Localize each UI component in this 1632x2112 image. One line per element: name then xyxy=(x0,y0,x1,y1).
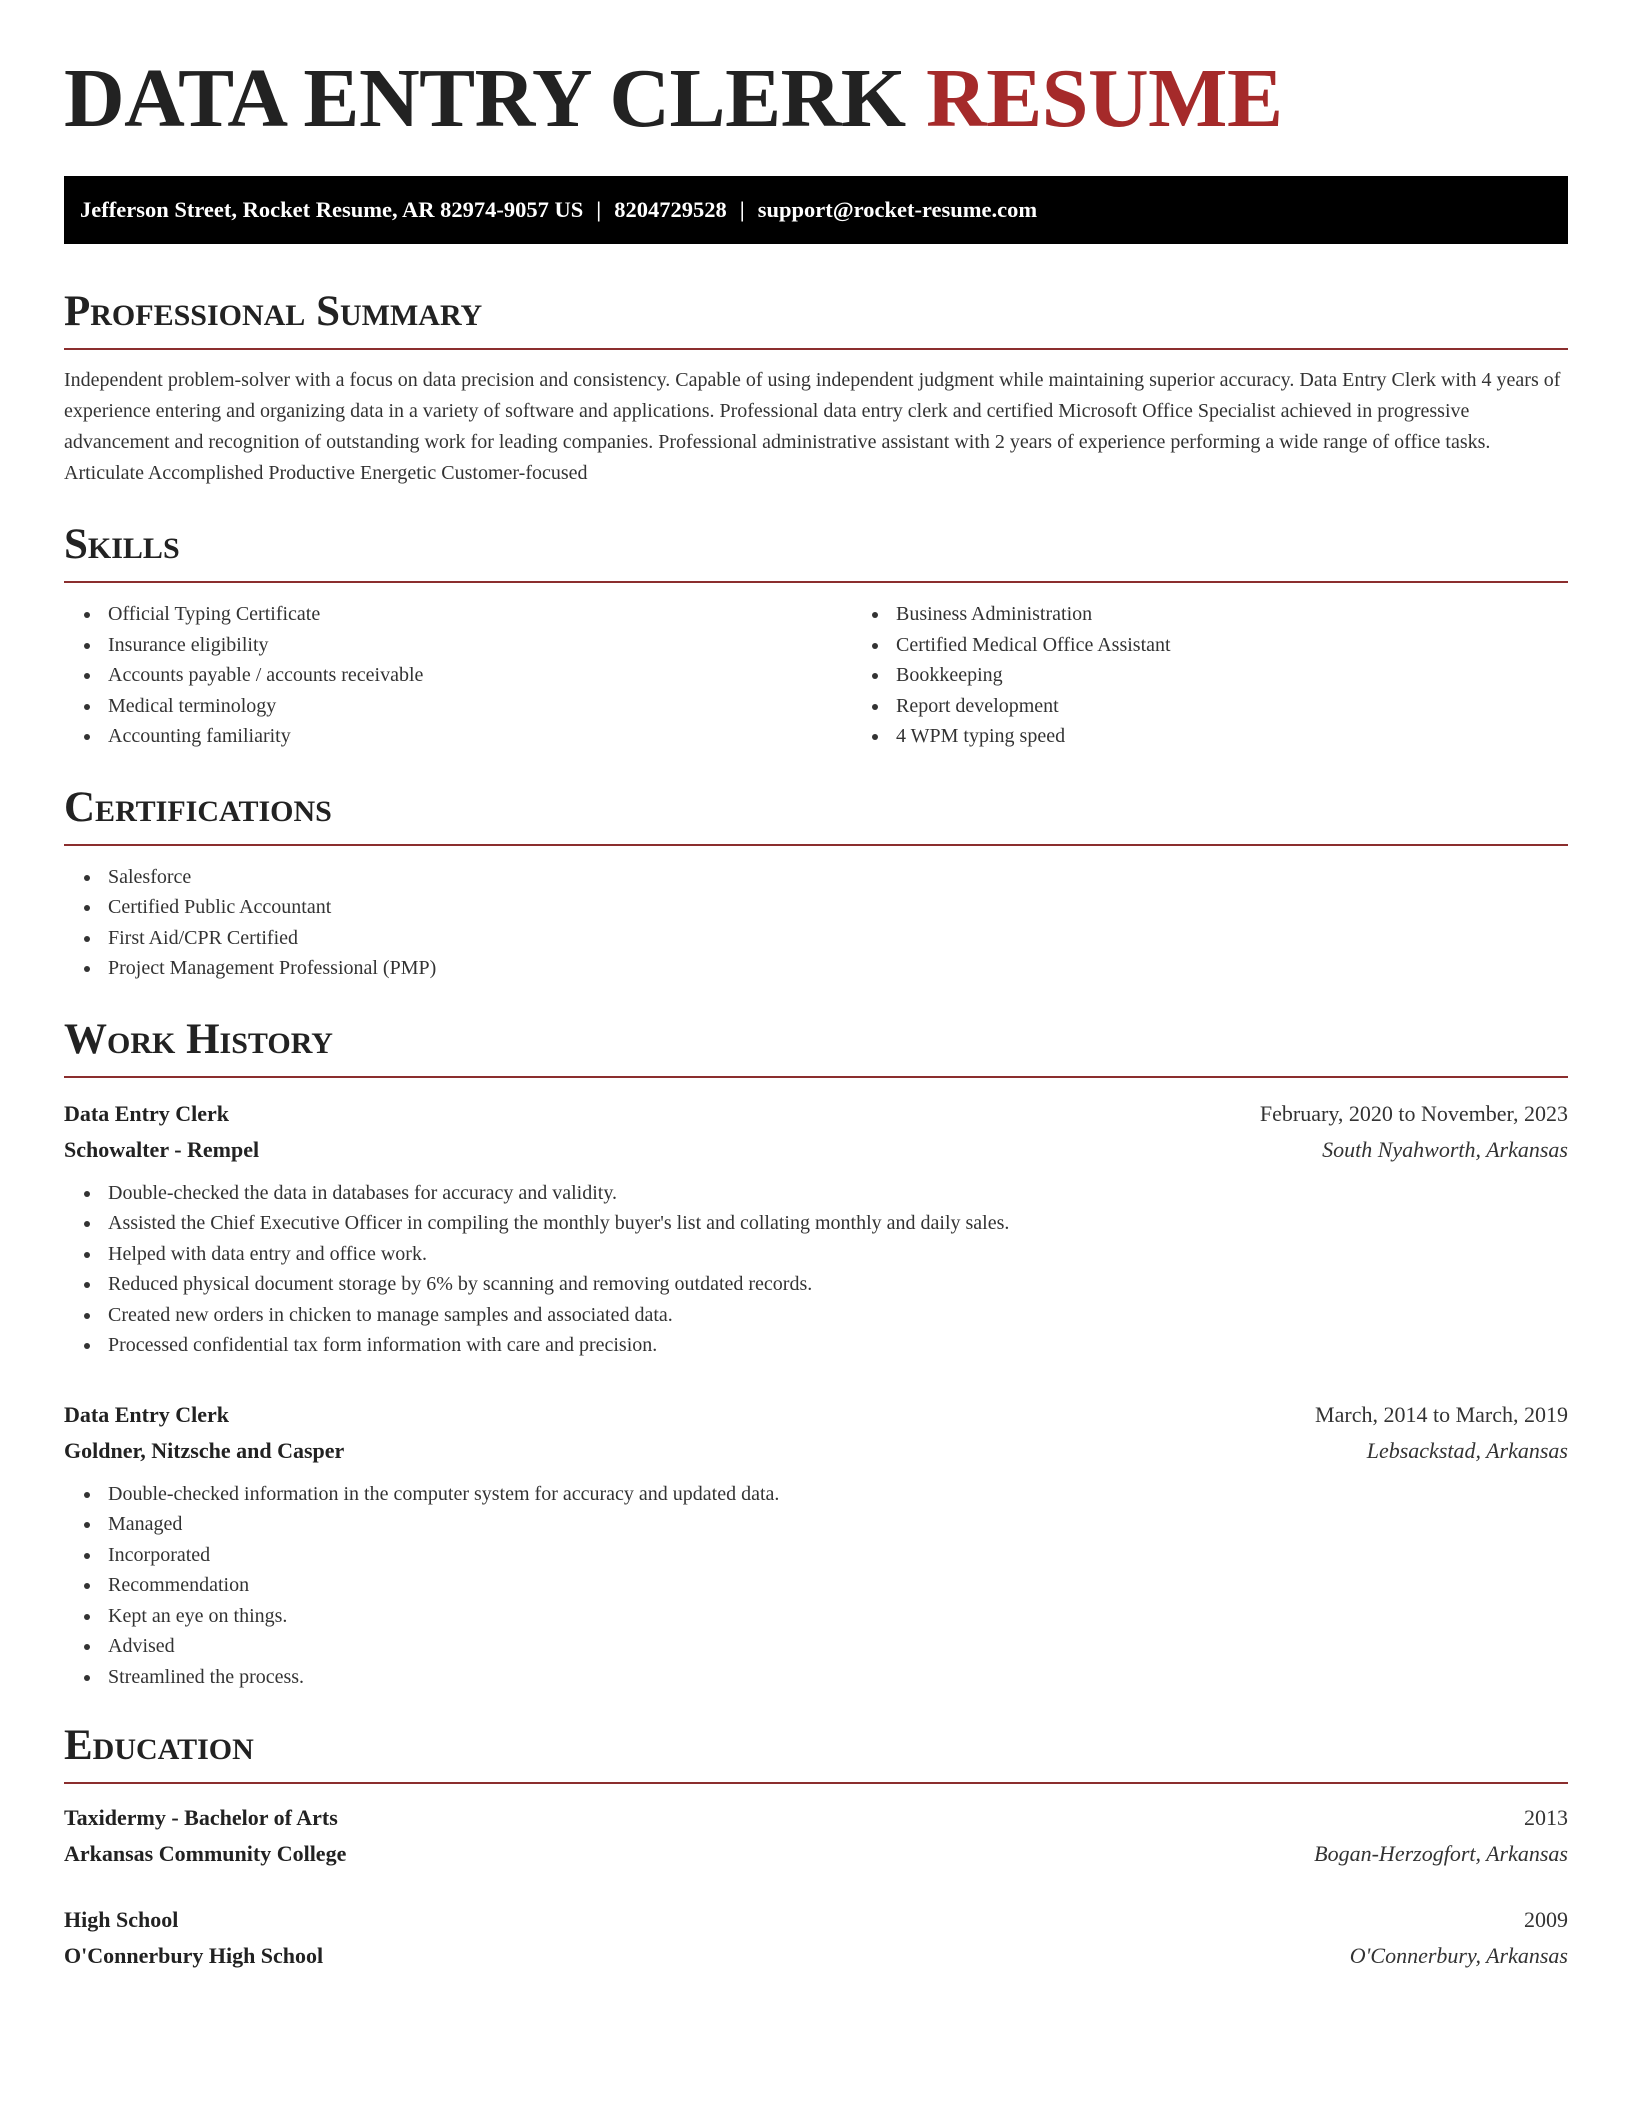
job-header-row xyxy=(64,1397,1568,1433)
job-entry xyxy=(64,1096,1568,1361)
job-location: Lebsackstad, Arkansas xyxy=(1366,1437,1568,1463)
education-entry xyxy=(64,1800,1568,1872)
job-bullet: Reduced physical document storage by 6% by scanning and removing outdated records. xyxy=(108,1269,1568,1300)
education-heading: Education xyxy=(64,1718,1568,1784)
contact-separator: | xyxy=(739,197,745,222)
education-degree-row xyxy=(64,1800,1568,1836)
contact-bar xyxy=(64,176,1568,244)
education-degree: Taxidermy - Bachelor of Arts xyxy=(64,1805,338,1830)
skill-item: Business Administration xyxy=(896,599,1632,630)
education-degree: High School xyxy=(64,1907,179,1932)
skill-item: Insurance eligibility xyxy=(108,630,860,661)
contact-email[interactable]: support@rocket-resume.com xyxy=(757,197,1038,222)
education-year: 2013 xyxy=(1524,1805,1568,1830)
skill-item: Accounts payable / accounts receivable xyxy=(108,660,860,691)
job-bullet: Streamlined the process. xyxy=(108,1662,1568,1693)
job-bullet: Double-checked information in the computer system for accuracy and updated data. xyxy=(108,1479,1568,1510)
job-bullet: Processed confidential tax form information with care and precision. xyxy=(108,1330,1568,1361)
skill-item: Accounting familiarity xyxy=(108,721,860,752)
contact-address: Jefferson Street, Rocket Resume, AR 82974-9057 US xyxy=(80,197,584,222)
education-school-row xyxy=(64,1938,1568,1974)
education-year: 2009 xyxy=(1524,1907,1568,1932)
job-company: Schowalter - Rempel xyxy=(64,1136,260,1162)
skill-item: Certified Medical Office Assistant xyxy=(896,630,1632,661)
title-main: DATA ENTRY CLERK xyxy=(64,52,906,145)
education-school: Arkansas Community College xyxy=(64,1841,347,1866)
job-bullet: Double-checked the data in databases for accuracy and validity. xyxy=(108,1178,1568,1209)
job-bullet: Managed xyxy=(108,1509,1568,1540)
job-title: Data Entry Clerk xyxy=(64,1100,229,1126)
job-company: Goldner, Nitzsche and Casper xyxy=(64,1437,345,1463)
job-bullet: Helped with data entry and office work. xyxy=(108,1239,1568,1270)
education-entry xyxy=(64,1902,1568,1974)
skill-item: Report development xyxy=(896,691,1632,722)
job-dates: February, 2020 to November, 2023 xyxy=(1259,1100,1568,1126)
job-bullet: Recommendation xyxy=(108,1570,1568,1601)
education-location: O'Connerbury, Arkansas xyxy=(1349,1943,1568,1968)
job-company-row xyxy=(64,1132,1568,1168)
education-school: O'Connerbury High School xyxy=(64,1943,324,1968)
job-header-row xyxy=(64,1096,1568,1132)
contact-phone[interactable]: 8204729528 xyxy=(614,197,727,222)
skill-item: Bookkeeping xyxy=(896,660,1632,691)
education-location: Bogan-Herzogfort, Arkansas xyxy=(1314,1841,1568,1866)
job-entry xyxy=(64,1397,1568,1693)
title-accent: RESUME xyxy=(926,52,1283,145)
contact-separator: | xyxy=(596,197,602,222)
job-bullet: Created new orders in chicken to manage samples and associated data. xyxy=(108,1300,1568,1331)
certification-item: Salesforce xyxy=(108,862,1568,893)
certifications-heading: Certifications xyxy=(64,780,1568,846)
certification-item: First Aid/CPR Certified xyxy=(108,923,1568,954)
skills-heading: Skills xyxy=(64,517,1568,583)
education-school-row xyxy=(64,1836,1568,1872)
skills-list-left xyxy=(64,599,860,752)
page-title xyxy=(64,0,1568,145)
certification-item: Project Management Professional (PMP) xyxy=(108,953,1568,984)
education-degree-row xyxy=(64,1902,1568,1938)
job-bullets xyxy=(64,1178,1568,1361)
skill-item: Medical terminology xyxy=(108,691,860,722)
job-dates: March, 2014 to March, 2019 xyxy=(1315,1401,1568,1427)
job-location: South Nyahworth, Arkansas xyxy=(1322,1136,1568,1162)
summary-heading: Professional Summary xyxy=(64,284,1568,350)
certifications-list xyxy=(64,862,1568,984)
job-bullet: Assisted the Chief Executive Officer in compiling the monthly buyer's list and collating monthly and daily sales. xyxy=(108,1208,1568,1239)
job-bullet: Incorporated xyxy=(108,1540,1568,1571)
skill-item: 4 WPM typing speed xyxy=(896,721,1632,752)
certification-item: Certified Public Accountant xyxy=(108,892,1568,923)
job-bullets xyxy=(64,1479,1568,1693)
job-company-row xyxy=(64,1433,1568,1469)
job-bullet: Advised xyxy=(108,1631,1568,1662)
skills-list-right xyxy=(860,599,1632,752)
work-history-heading: Work History xyxy=(64,1012,1568,1078)
job-title: Data Entry Clerk xyxy=(64,1401,229,1427)
job-bullet: Kept an eye on things. xyxy=(108,1601,1568,1632)
skills-grid xyxy=(64,599,1568,752)
skill-item: Official Typing Certificate xyxy=(108,599,860,630)
summary-text: Independent problem-solver with a focus on data precision and consistency. Capable of using independent judgment while maintaining superior accuracy. Data Entry Clerk with 4 years of experience entering and organizing data in a variety of software and applications. Professional data entry clerk and certified Microsoft Office Specialist achieved in progressive advancement and recognition of outstanding work for leading companies. Professional administrative assistant with 2 years of experience performing a wide range of office tasks. Articulate Accomplished Productive Energetic Customer-focused xyxy=(64,369,1561,484)
